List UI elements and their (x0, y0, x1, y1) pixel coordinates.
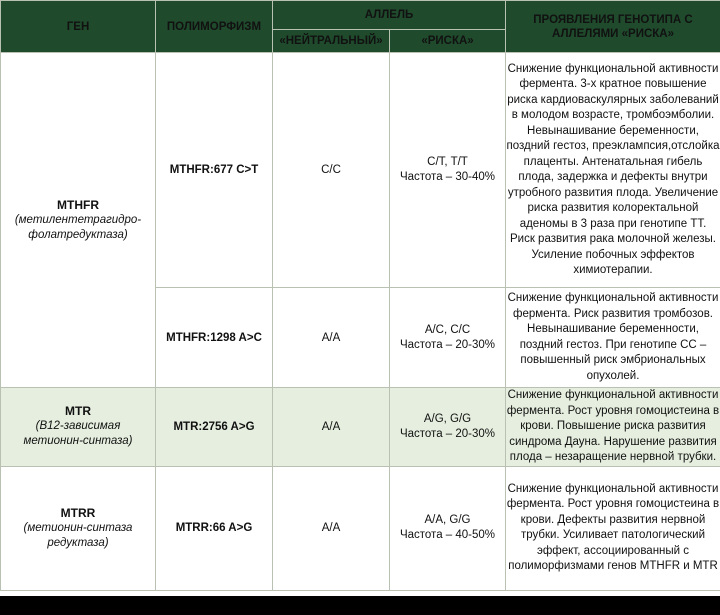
neutral-allele-cell: A/A (273, 288, 390, 388)
risk-frequency: Частота – 30-40% (399, 171, 496, 183)
risk-allele-cell (390, 466, 506, 590)
risk-allele-cell (390, 53, 506, 288)
gene-full-name: фолатредуктаза) (28, 228, 128, 241)
table-row (1, 53, 720, 288)
description-cell: Снижение функциональной активности фермента. Рост уровня гомоцистеина в крови. Повышение риска развития синдрома Дауна. Нарушение развития плода – незаращение нервной трубки. (506, 388, 720, 467)
risk-genotypes: A/A, G/G (424, 514, 471, 526)
gene-name: MTHFR (57, 197, 99, 212)
gene-full-name: (метионин-синтаза (23, 521, 133, 534)
neutral-allele-cell: A/A (273, 388, 390, 467)
gene-full-name: редуктаза) (47, 536, 109, 549)
header-manifestation-line2: АЛЛЕЛЯМИ «РИСКА» (552, 27, 674, 40)
header-manifestation (506, 1, 720, 53)
polymorphism-cell: MTHFR:677 C>T (156, 53, 273, 288)
header-risk: «РИСКА» (390, 30, 506, 53)
header-manifestation-line1: ПРОЯВЛЕНИЯ ГЕНОТИПА С (533, 13, 693, 26)
polymorphism-cell: MTRR:66 A>G (156, 466, 273, 590)
bottom-bar (0, 596, 720, 615)
gene-name: MTRR (60, 505, 96, 520)
gene-full-name: метионин-синтаза) (23, 435, 133, 448)
gene-cell (1, 466, 156, 590)
gene-full-name: (B12-зависимая (35, 420, 121, 433)
risk-genotypes: C/T, T/T (427, 156, 468, 168)
gene-cell (1, 388, 156, 467)
neutral-allele-cell: A/A (273, 466, 390, 590)
gene-name: MTR (65, 404, 91, 419)
risk-frequency: Частота – 20-30% (399, 427, 496, 440)
risk-frequency: Частота – 40-50% (399, 529, 496, 541)
description-cell: Снижение функциональной активности фермента. Риск развития тромбозов. Невынашивание беременности, поздний гестоз. При генотипе СС – повышенный риск эмбриональных опухолей. (506, 288, 720, 388)
neutral-allele-cell: C/C (273, 53, 390, 288)
description-cell: Снижение функциональной активности фермента. 3-х кратное повышение риска кардиоваскулярных заболеваний в молодом возрасте, тромбоэмболии. Невынашивание беременности, поздний гестоз, преэклампсия,отслойка плаценты. Антенатальная гибель плода, задержка и дефекты внутри утробного развития плода. Увеличение риска развития колоректальной аденомы в 3 раза при генотипе ТТ. Риск развития рака молочной железы. Усиление побочных эффектов химиотерапии. (506, 53, 720, 288)
gene-full-name: (метилентетрагидро- (14, 213, 142, 226)
gene-cell (1, 53, 156, 388)
polymorphism-cell: MTR:2756 A>G (156, 388, 273, 467)
description-cell: Снижение функциональной активности фермента. Рост уровня гомоцистеина в крови. Дефекты развития нервной трубки. Усиливает патологический эффект, ассоциированный с полиморфизмами генов MTHFR и MTR (506, 466, 720, 590)
risk-allele-cell (390, 388, 506, 467)
risk-frequency: Частота – 20-30% (399, 338, 496, 351)
header-polymorphism: ПОЛИМОРФИЗМ (156, 1, 273, 53)
polymorphism-cell: MTHFR:1298 A>C (156, 288, 273, 388)
header-neutral: «НЕЙТРАЛЬНЫЙ» (273, 30, 390, 53)
risk-genotypes: A/C, C/C (424, 323, 471, 336)
table-row (1, 388, 720, 467)
table-row (1, 466, 720, 590)
header-allele: АЛЛЕЛЬ (273, 1, 506, 30)
risk-genotypes: A/G, G/G (423, 412, 472, 425)
risk-allele-cell (390, 288, 506, 388)
header-gene: ГЕН (1, 1, 156, 53)
